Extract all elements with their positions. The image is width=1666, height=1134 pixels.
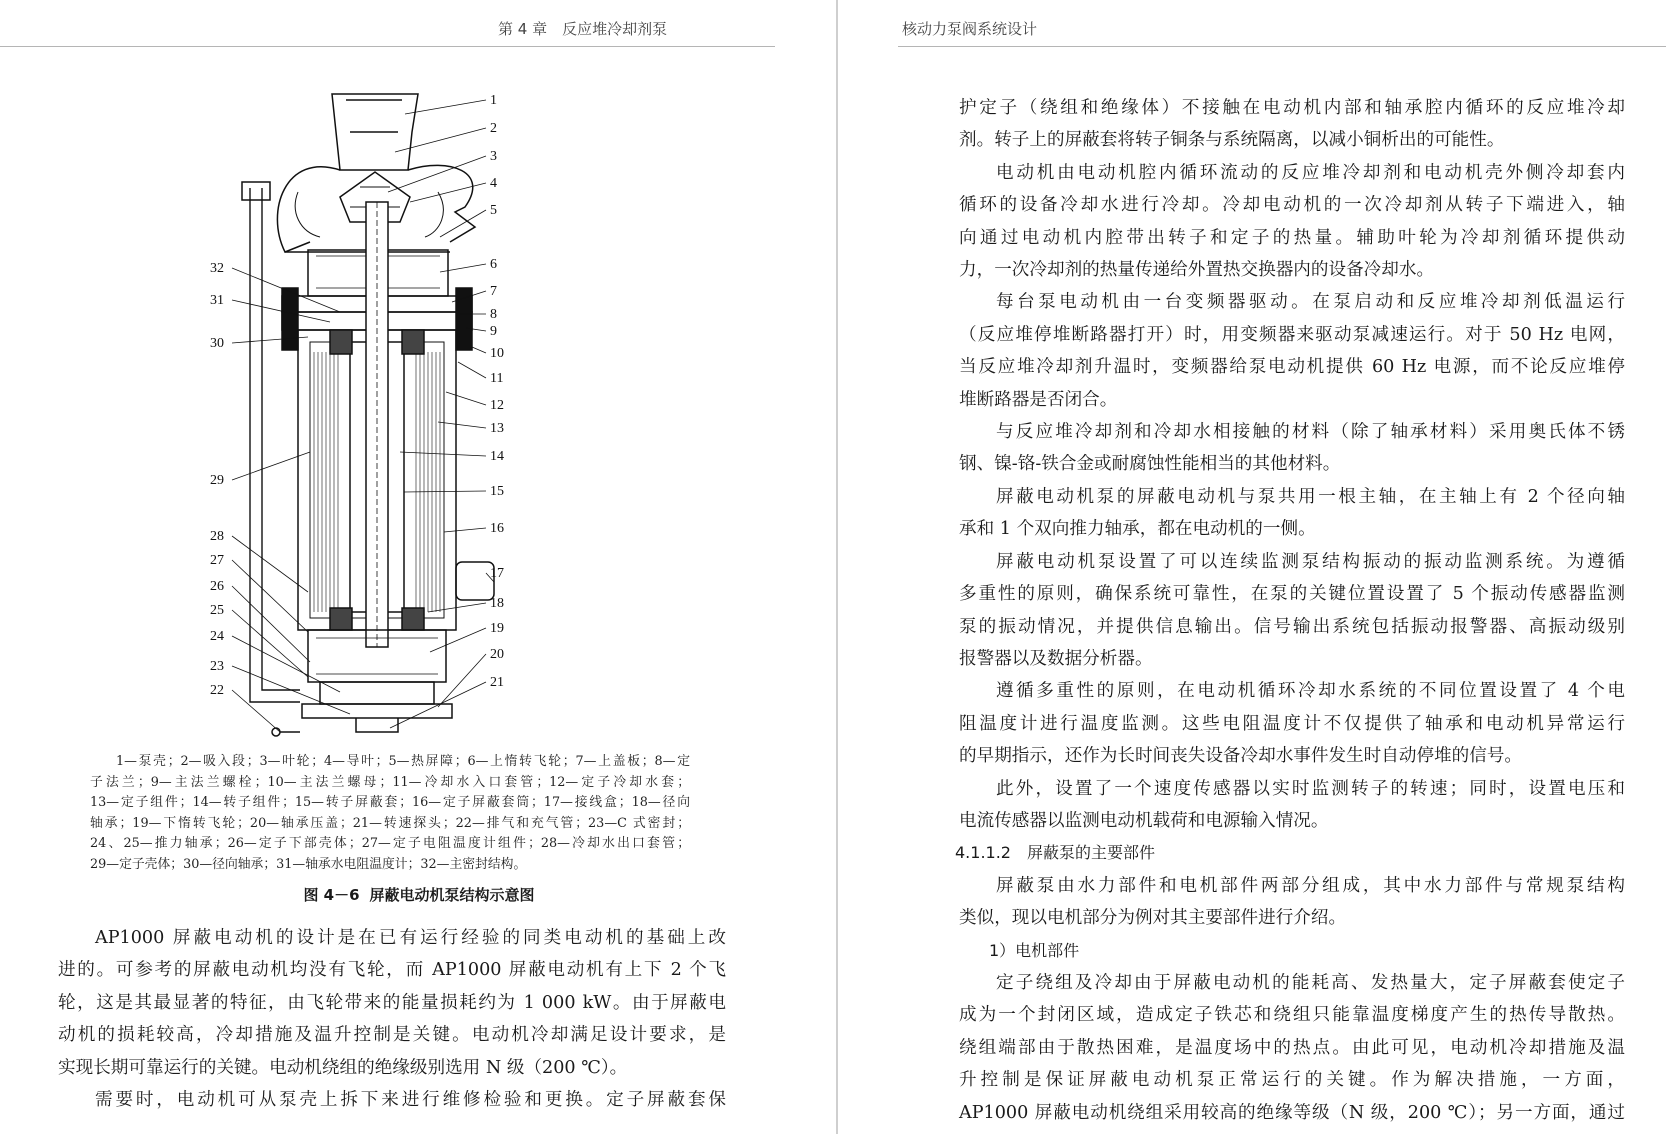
callout-number: 21 [490,675,504,690]
text-line: 剂。转子上的屏蔽套将转子铜条与系统隔离，以减小铜析出的可能性。 [959,130,1505,151]
text-line: 遵循多重性的原则，在电动机循环冷却水系统的不同位置设置了 4 个电 [996,681,1625,702]
text-line: 升控制是保证屏蔽电动机泵正常运行的关键。作为解决措施，一方面， [959,1070,1625,1091]
callout-number: 5 [490,203,497,218]
callout-number: 18 [490,596,504,611]
bearing-cover [302,704,452,718]
callout-leader [232,560,308,632]
callout-leader [472,347,486,353]
callout-number: 30 [210,336,224,351]
text-line: 循环的设备冷却水进行冷却。冷却电动机的一次冷却剂从转子下端进入，轴 [959,195,1625,216]
text-line: 泵的振动情况，并提供信息输出。信号输出系统包括振动报警器、高振动级别 [959,616,1625,637]
callout-number: 19 [490,621,504,636]
callout-number: 22 [210,683,224,698]
right-header-rule [898,46,1666,47]
callout-number: 24 [210,629,224,644]
body-block-1 [959,92,1625,837]
figure-caption [0,884,838,905]
callout-number: 14 [490,449,504,464]
text-line: 动机的损耗较高，冷却措施及温升控制是关键。电动机冷却满足设计要求，是 [58,1025,726,1046]
text-line: 绕组端部由于散热困难，是温度场中的热点。由此可见，电动机冷却措施及温 [959,1037,1625,1058]
text-line: 屏蔽电动机泵的屏蔽电动机与泵共用一根主轴，在主轴上有 2 个径向轴 [996,486,1625,507]
callout-leader [232,610,308,677]
text-line: 的早期指示，还作为长时间丧失设备冷却水事件发生时自动停堆的信号。 [959,746,1523,767]
cooling-pipe [250,188,300,702]
right-running-head: 核动力泵阀系统设计 [902,20,1038,38]
text-line: 阻温度计进行温度监测。这些电阻温度计不仅提供了轴承和电动机异常运行 [959,713,1625,734]
text-line: 报警器以及数据分析器。 [959,648,1153,669]
text-line: 屏蔽泵由水力部件和电机部件两部分组成，其中水力部件与常规泵结构 [996,875,1625,896]
text-line: 定子绕组及冷却由于屏蔽电动机的能耗高、发热量大，定子屏蔽套使定子 [996,972,1625,993]
text-line: 承和 1 个双向推力轴承，都在电动机的一侧。 [959,519,1316,540]
legend-line: 1—泵壳；2—吸入段；3—叶轮；4—导叶；5—热屏障；6—上惰转飞轮；7—上盖板；8—定 [116,754,690,769]
callout-number: 4 [490,176,497,191]
text-line: 此外，设置了一个速度传感器以实时监测转子的转速；同时，设置电压和 [996,778,1625,799]
legend-line: 轴承；19—下惰转飞轮；20—轴承压盖；21—转速探头；22—排气和充气管；23—C 式密封； [90,815,690,831]
callout-number: 26 [210,579,224,594]
text-line: 轮，这是其最显著的特征，由飞轮带来的能量损耗约为 1 000 kW。由于屏蔽电 [58,992,726,1013]
right-body-text [955,92,1625,1129]
text-line: 每台泵电动机由一台变频器驱动。在泵启动和反应堆冷却剂低温运行 [996,292,1625,313]
callout-number: 32 [210,261,224,276]
callout-number: 31 [210,293,224,308]
callout-number: 11 [490,371,504,386]
callout-number: 10 [490,346,504,361]
text-line: 成为一个封闭区域，造成定子铁芯和绕组只能靠温度梯度产生的热传导散热。 [959,1005,1625,1026]
text-line: 电动机由电动机腔内循环流动的反应堆冷却剂和电动机壳外侧冷却套内 [996,162,1625,183]
callout-leader [232,690,280,732]
legend-line: 子法兰；9—主法兰螺栓；10—主法兰螺母；11—冷却水入口套管；12—定子冷却水套； [90,774,690,790]
pump-structure-figure [190,92,565,742]
text-line: AP1000 屏蔽电动机的设计是在已有运行经验的同类电动机的基础上改 [95,928,726,948]
body-block-2 [959,870,1625,935]
text-line: 电流传感器以监测电动机载荷和电源输入情况。 [959,810,1329,831]
pump-diagram [190,92,565,742]
callout-number: 28 [210,529,224,544]
text-line: 实现长期可靠运行的关键。电动机绕组的绝缘级别选用 N 级（200 ℃）。 [58,1057,628,1078]
text-line: 力，一次冷却剂的热量传递给外置热交换器内的设备冷却水。 [959,260,1435,281]
legend-line: 24、25—推力轴承；26—定子下部壳体；27—定子电阻温度计组件；28—冷却水出口套管； [90,836,690,851]
callout-number: 25 [210,603,224,618]
left-body-text [58,922,726,1116]
callout-leader [390,682,486,728]
text-line: 堆断路器是否闭合。 [959,389,1118,410]
callout-number: 27 [210,553,224,568]
text-line: 护定子（绕组和绝缘体）不接触在电动机内部和轴承腔内循环的反应堆冷却 [959,98,1625,118]
callout-number: 3 [490,149,497,164]
callout-number: 1 [490,93,497,108]
left-running-head: 第 4 章 反应堆冷却剂泵 [498,20,668,38]
text-line: 钢、镍-铬-铁合金或耐腐蚀性能相当的其他材料。 [959,454,1341,475]
right-page [838,0,1666,1134]
callout-leader [410,183,486,202]
callout-leader [440,264,486,272]
callout-number: 15 [490,484,504,499]
callout-leader [444,528,486,532]
callout-number: 7 [490,284,497,299]
callout-number: 23 [210,659,224,674]
callout-number: 17 [490,566,504,581]
terminal-box [456,562,494,600]
text-line: 需要时，电动机可从泵壳上拆下来进行维修检验和更换。定子屏蔽套保 [95,1090,726,1111]
figure-number: 图 4－6 [303,886,360,904]
callout-number: 13 [490,421,504,436]
callout-leader [395,128,486,152]
text-line: 屏蔽电动机泵设置了可以连续监测泵结构振动的振动监测系统。为遵循 [996,551,1625,572]
figure-legend [90,752,690,875]
text-line: AP1000 屏蔽电动机绕组采用较高的绝缘等级（N 级，200 ℃）；另一方面，通过 [959,1102,1625,1123]
text-line: 向通过电动机内腔带出转子和定子的热量。辅助叶轮为冷却剂循环提供动 [959,227,1625,248]
callout-number: 9 [490,324,497,339]
text-line: （反应堆停堆断路器打开）时，用变频器来驱动泵减速运行。对于 50 Hz 电网， [959,324,1625,345]
text-line: 多重性的原则，确保系统可靠性，在泵的关键位置设置了 5 个振动传感器监测 [959,584,1625,605]
callout-number: 16 [490,521,504,536]
callout-number: 8 [490,307,497,322]
callout-leader [430,628,486,652]
callout-leader [428,603,486,612]
callout-leader [458,362,486,378]
callout-leader [400,452,486,456]
text-line: 与反应堆冷却剂和冷却水相接触的材料（除了轴承材料）采用奥氏体不锈 [996,422,1625,443]
callout-number: 12 [490,398,504,413]
callout-number: 6 [490,257,497,272]
callout-leader [232,636,340,692]
legend-line: 29—定子壳体；30—径向轴承；31—轴承水电阻温度计；32—主密封结构。 [90,856,527,872]
left-header-rule [0,46,775,47]
callout-number: 29 [210,473,224,488]
body-block-3 [959,967,1625,1129]
legend-line: 13—定子组件；14—转子组件；15—转子屏蔽套；16—定子屏蔽套筒；17—接线盒；18—径向 [90,795,690,810]
callout-leader [438,422,486,428]
thrust-bearing [320,682,434,704]
callout-leader [232,300,330,322]
callout-leader [232,536,308,592]
sub-heading: 1）电机部件 [989,940,1080,960]
callout-number: 20 [490,647,504,662]
callout-leader [438,654,486,707]
figure-title: 屏蔽电动机泵结构示意图 [369,886,535,904]
text-line: 当反应堆冷却剂升温时，变频器给泵电动机提供 60 Hz 电源，而不论反应堆停 [959,357,1625,378]
text-line: 进的。可参考的屏蔽电动机均没有飞轮，而 AP1000 屏蔽电动机有上下 2 个飞 [58,960,726,981]
text-line: 类似，现以电机部分为例对其主要部件进行介绍。 [959,908,1347,929]
callout-leader [440,210,486,237]
section-heading: 4.1.1.2 屏蔽泵的主要部件 [955,843,1155,863]
callout-leader [446,392,486,405]
callout-number: 2 [490,121,497,136]
